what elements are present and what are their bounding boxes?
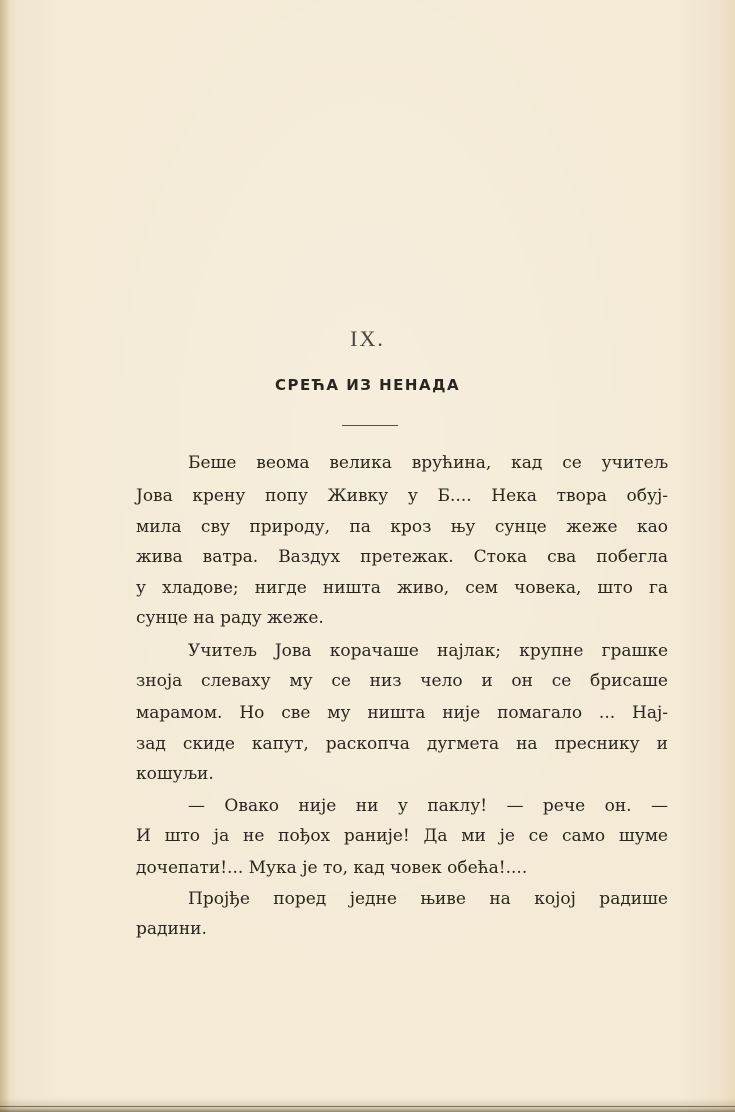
page-bottom-edge bbox=[0, 1098, 735, 1112]
page-bottom-rule bbox=[0, 1106, 735, 1107]
paragraph-2-line-3: марамом. Но све му ништа није помагало ... Нај- bbox=[136, 703, 668, 723]
paragraph-3-line-2: И што ја не пођох раније! Да ми је се само шуме bbox=[136, 826, 668, 846]
paragraph-1-line-3: мила сву природу, па кроз њу сунце жеже као bbox=[136, 517, 668, 537]
paragraph-1-line-2: Јова крену попу Живку у Б.... Нека твора обуј- bbox=[136, 486, 668, 506]
paragraph-3-line-3: дочепати!... Мука је то, кад човек обећа!.... bbox=[136, 858, 528, 878]
paragraph-2-line-2: зноја слеваху му се низ чело и он се брисаше bbox=[136, 671, 668, 691]
paragraph-4-line-2: радини. bbox=[136, 919, 207, 939]
paragraph-1-line-6: сунце на раду жеже. bbox=[136, 608, 324, 628]
paragraph-2-line-1: Учитељ Јова корачаше најлак; крупне грашке bbox=[188, 641, 668, 661]
chapter-number: IX. bbox=[350, 326, 385, 351]
paragraph-2-line-4: зад скиде капут, раскопча дугмета на преснику и bbox=[136, 734, 668, 754]
paragraph-4-line-1: Пројђе поред једне њиве на којој радише bbox=[188, 889, 668, 909]
title-divider bbox=[342, 425, 398, 426]
paragraph-1-line-5: у хладове; нигде ништа живо, сем човека, што га bbox=[136, 578, 668, 598]
paragraph-1-line-4: жива ватра. Ваздух претежак. Стока сва побегла bbox=[136, 547, 668, 567]
page-gutter-shadow bbox=[0, 0, 10, 1112]
paragraph-1-line-1: Беше веома велика врућина, кад се учитељ bbox=[188, 453, 668, 473]
chapter-title: СРЕЋА ИЗ НЕНАДА bbox=[274, 376, 461, 394]
paragraph-2-line-5: кошуљи. bbox=[136, 764, 214, 784]
paragraph-3-line-1: — Овако није ни у паклу! — рече он. — bbox=[188, 796, 668, 816]
